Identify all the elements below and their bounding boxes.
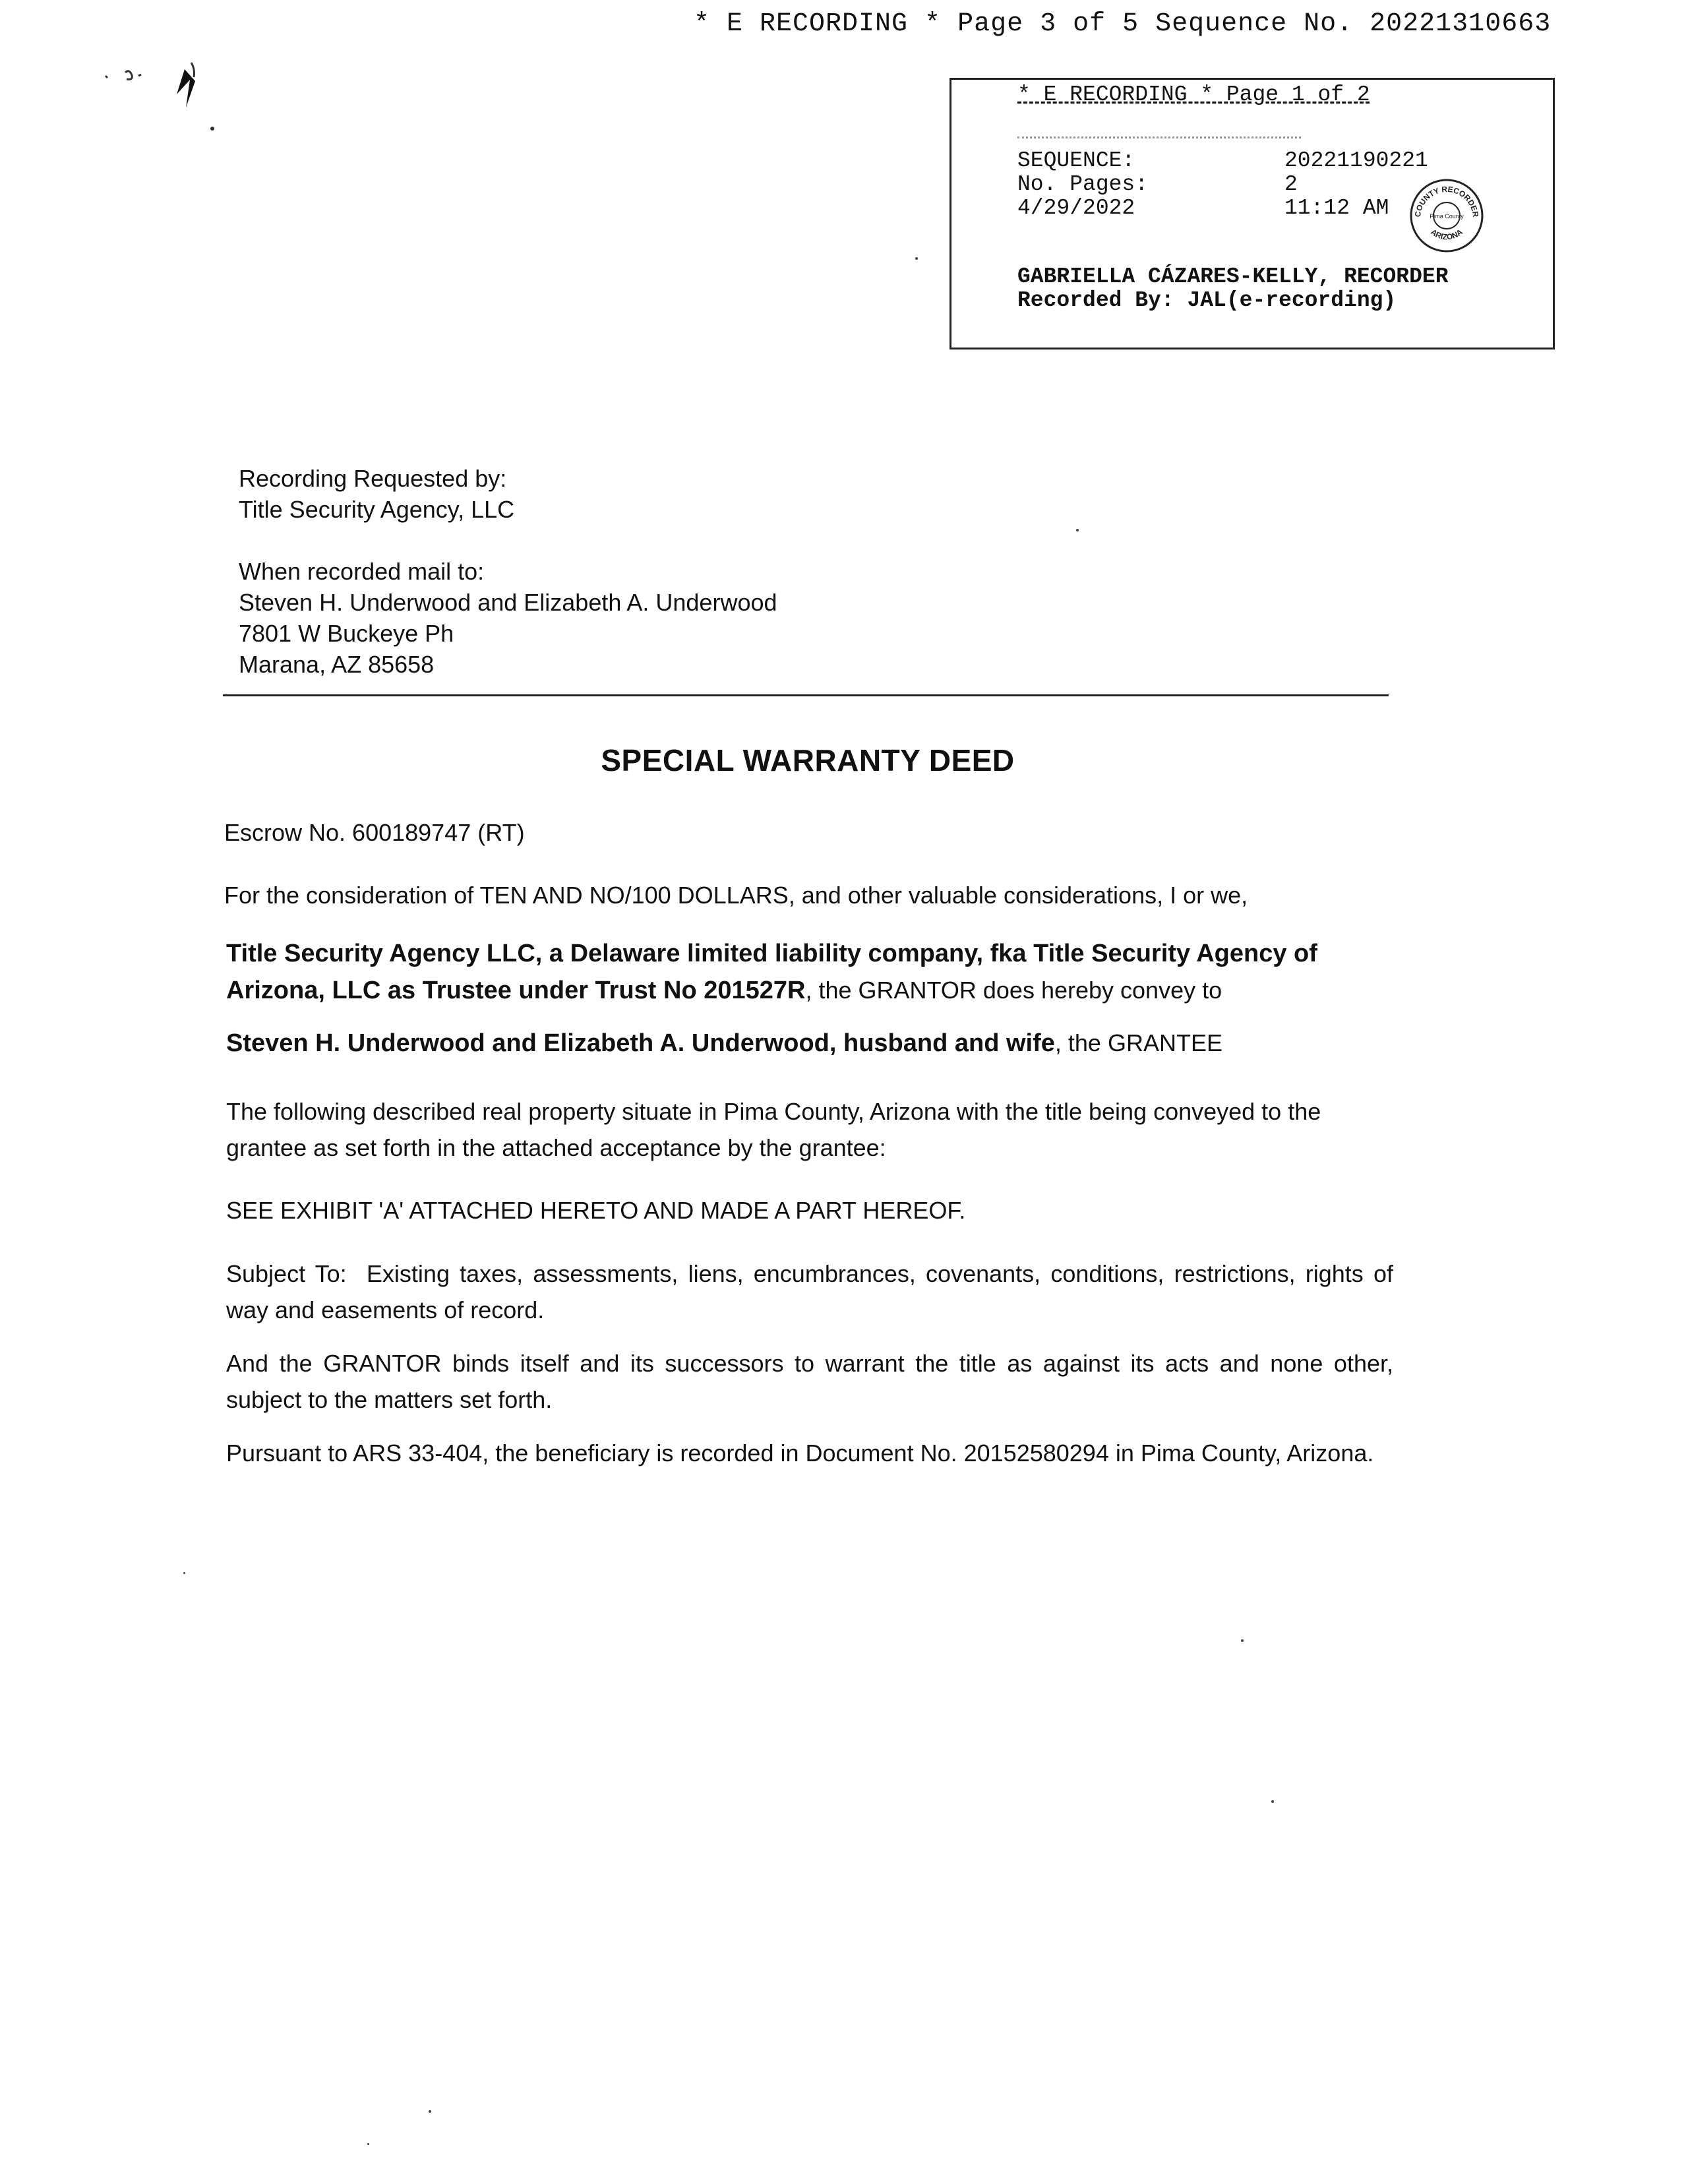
seal-center-text: Pima County bbox=[1430, 213, 1464, 220]
requested-by-label: Recording Requested by: bbox=[239, 465, 507, 492]
recording-time: 11:12 AM bbox=[1284, 196, 1389, 220]
recording-date: 4/29/2022 bbox=[1017, 196, 1135, 220]
scan-speck bbox=[429, 2110, 431, 2113]
county-recorder-seal-icon bbox=[1408, 177, 1485, 254]
consideration-paragraph: For the consideration of TEN AND NO/100 DOLLARS, and other valuable considerations, I or we, bbox=[224, 882, 1248, 909]
beneficiary-paragraph: Pursuant to ARS 33-404, the beneficiary is recorded in Document No. 20152580294 in Pima County, Arizona. bbox=[226, 1440, 1374, 1467]
warranty-paragraph: And the GRANTOR binds itself and its successors to warrant the title as against its acts and none other, subject to the matters set forth. bbox=[226, 1350, 1393, 1413]
address-spacer bbox=[239, 525, 777, 556]
mail-to-label: When recorded mail to: bbox=[239, 558, 485, 585]
scan-speck bbox=[183, 1572, 185, 1574]
sequence-label: SEQUENCE: bbox=[1017, 148, 1135, 173]
recording-stamp-box bbox=[950, 78, 1555, 349]
horizontal-divider bbox=[223, 694, 1389, 696]
subject-to-paragraph bbox=[226, 1256, 1393, 1328]
scan-speck bbox=[915, 257, 918, 260]
grantor-clause: , the GRANTOR does hereby convey to bbox=[805, 977, 1222, 1004]
pages-value: 2 bbox=[1284, 172, 1298, 197]
scan-speck bbox=[367, 2143, 369, 2145]
pages-label: No. Pages: bbox=[1017, 172, 1149, 197]
grantee-clause: , the GRANTEE bbox=[1054, 1029, 1222, 1056]
recorded-by: Recorded By: JAL(e-recording) bbox=[1017, 288, 1397, 313]
scan-speck bbox=[1076, 529, 1079, 531]
recording-header: * E RECORDING * Page 3 of 5 Sequence No. 20221310663 bbox=[694, 9, 1552, 39]
grantor-paragraph bbox=[226, 935, 1393, 1009]
grantee-paragraph bbox=[226, 1025, 1393, 1062]
grantor-name: Title Security Agency LLC, a Delaware limited liability company, fka Title Security Agency of Arizona, LLC as Trustee under Trust No 201527R bbox=[226, 940, 1317, 1004]
mail-to-city: Marana, AZ 85658 bbox=[239, 651, 435, 678]
mail-to-name: Steven H. Underwood and Elizabeth A. Underwood bbox=[239, 589, 777, 616]
mail-to-street: 7801 W Buckeye Ph bbox=[239, 620, 454, 647]
recorder-name: GABRIELLA CÁZARES-KELLY, RECORDER bbox=[1017, 264, 1449, 289]
dotted-divider bbox=[1017, 136, 1301, 138]
subject-to-text: Existing taxes, assessments, liens, encumbrances, covenants, conditions, restrictions, rights of way and easements of record. bbox=[226, 1260, 1393, 1323]
escrow-number: Escrow No. 600189747 (RT) bbox=[224, 819, 525, 846]
recording-address-block bbox=[239, 463, 777, 680]
seal-top-text: COUNTY RECORDER bbox=[1412, 184, 1481, 218]
scan-speck bbox=[1271, 1800, 1274, 1803]
requested-by-name: Title Security Agency, LLC bbox=[239, 496, 515, 523]
signature-scribble-icon bbox=[99, 56, 218, 135]
property-paragraph: The following described real property situate in Pima County, Arizona with the title being conveyed to the grantee as set forth in the attached acceptance by the grantee: bbox=[226, 1098, 1321, 1161]
recording-box-heading: * E RECORDING * Page 1 of 2 bbox=[1017, 82, 1370, 107]
grantee-name: Steven H. Underwood and Elizabeth A. Underwood, husband and wife bbox=[226, 1029, 1055, 1057]
scan-speck bbox=[1241, 1639, 1244, 1642]
seal-bottom-text: ARIZONA bbox=[1429, 227, 1464, 242]
deed-title: SPECIAL WARRANTY DEED bbox=[601, 743, 1015, 777]
subject-to-label: Subject To: bbox=[226, 1260, 347, 1287]
exhibit-reference: SEE EXHIBIT 'A' ATTACHED HERETO AND MADE A PART HEREOF. bbox=[226, 1197, 966, 1224]
sequence-value: 20221190221 bbox=[1284, 148, 1428, 173]
